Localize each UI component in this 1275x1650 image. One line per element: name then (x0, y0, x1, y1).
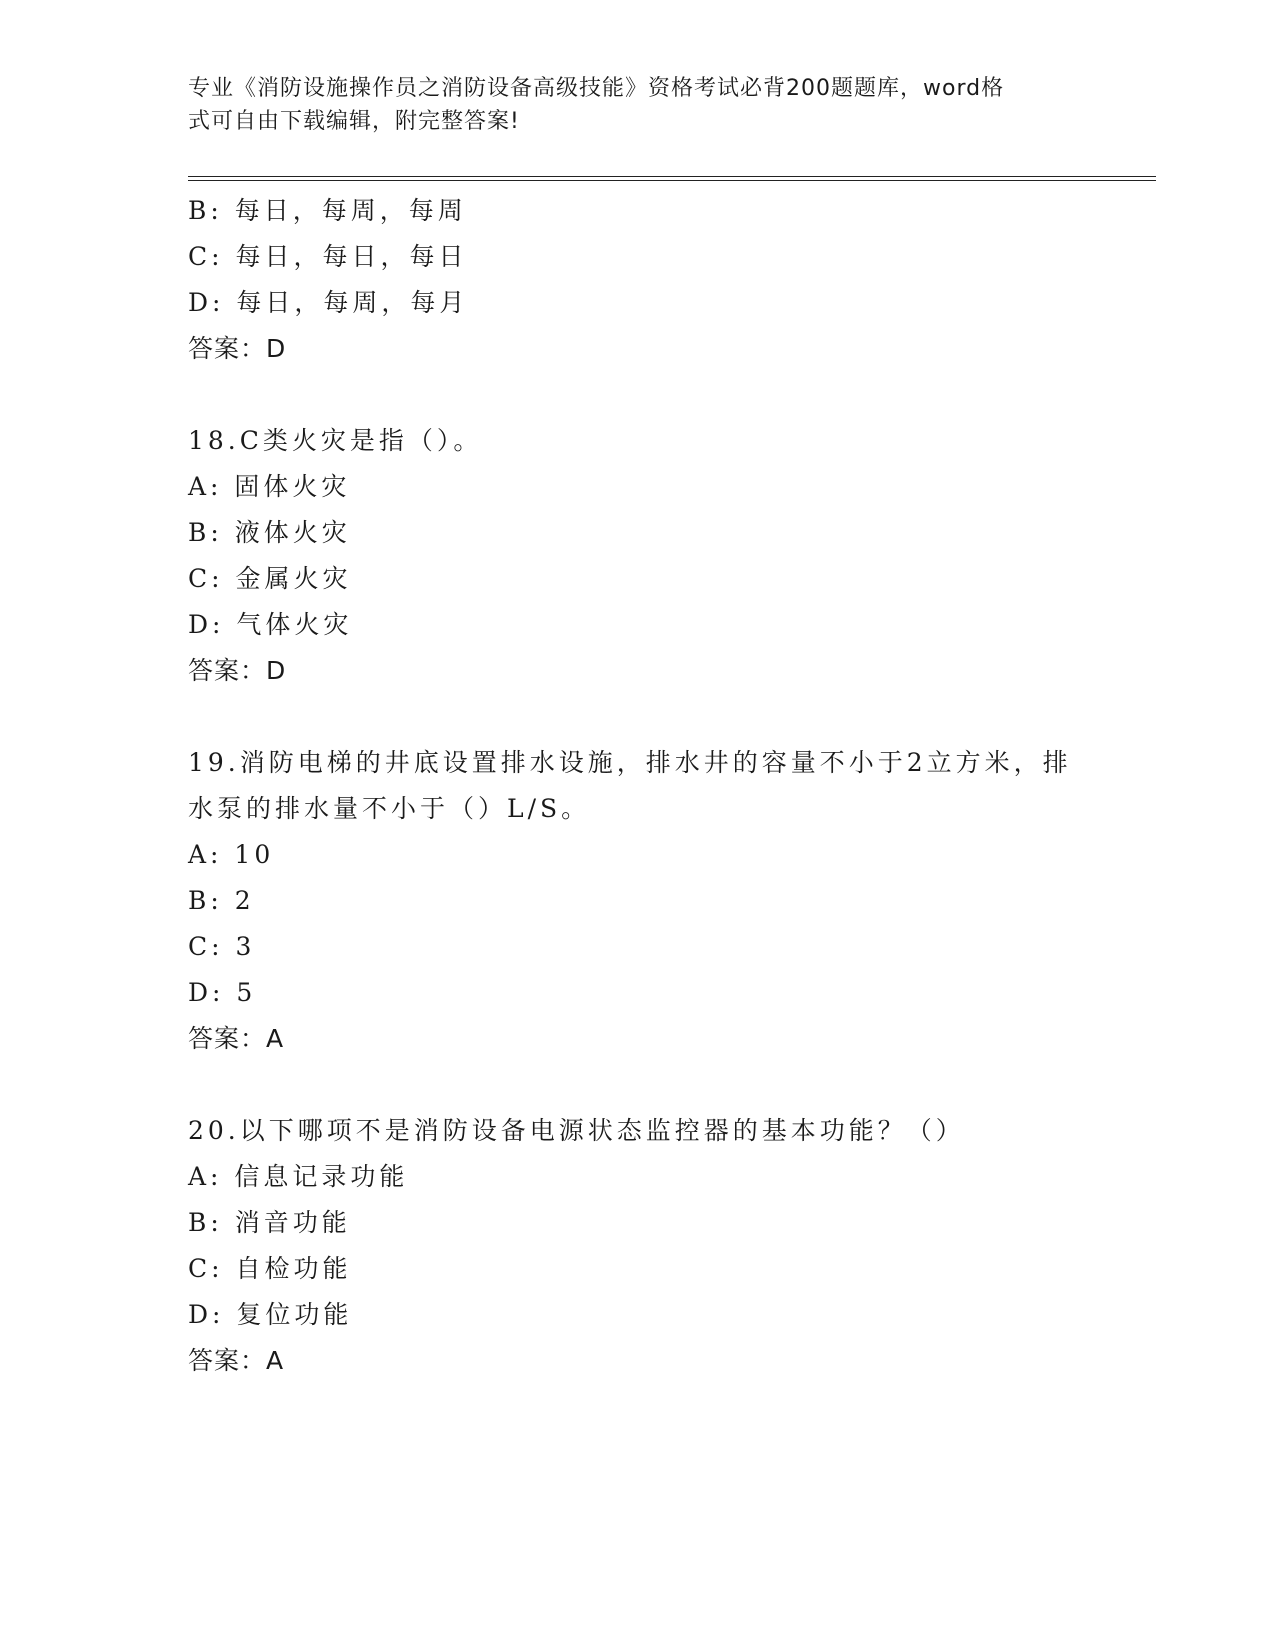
option-a: A: 10 (188, 840, 275, 869)
header-line-2: 式可自由下载编辑，附完整答案! (188, 109, 520, 134)
spacer (188, 1062, 1088, 1108)
option-c: C: 金属火灾 (188, 564, 352, 593)
option-a: A: 信息记录功能 (188, 1162, 409, 1191)
option-c: C: 每日，每日，每日 (188, 242, 468, 271)
question-stem-line-1: 19.消防电梯的井底设置排水设施，排水井的容量不小于2立方米，排 (188, 748, 1072, 777)
question-list (188, 188, 1088, 1384)
option-b: B: 液体火灾 (188, 518, 351, 547)
spacer (188, 694, 1088, 740)
header-line-1: 专业《消防设施操作员之消防设备高级技能》资格考试必背200题题库，word格 (188, 76, 1005, 101)
option-b: B: 每日，每周，每周 (188, 196, 467, 225)
question-20 (188, 1108, 1088, 1384)
question-19 (188, 740, 1088, 1062)
option-b: B: 消音功能 (188, 1208, 351, 1237)
option-d: D: 每日，每周，每月 (188, 288, 469, 317)
answer-line: 答案：A (188, 1346, 285, 1375)
question-stem-line-2: 水泵的排水量不小于（）L/S。 (188, 794, 591, 823)
header-divider (188, 176, 1156, 181)
option-d: D: 气体火灾 (188, 610, 353, 639)
option-d: D: 5 (188, 978, 257, 1007)
question-17-partial (188, 188, 1088, 372)
option-b: B: 2 (188, 886, 255, 915)
question-stem: 20.以下哪项不是消防设备电源状态监控器的基本功能？（） (188, 1116, 965, 1145)
option-a: A: 固体火灾 (188, 472, 351, 501)
spacer (188, 372, 1088, 418)
question-18 (188, 418, 1088, 694)
option-c: C: 自检功能 (188, 1254, 352, 1283)
option-c: C: 3 (188, 932, 256, 961)
document-header (188, 72, 1088, 138)
option-d: D: 复位功能 (188, 1300, 353, 1329)
question-stem: 18.C类火灾是指（）。 (188, 426, 483, 455)
answer-line: 答案：D (188, 334, 287, 363)
answer-line: 答案：D (188, 656, 287, 685)
answer-line: 答案：A (188, 1024, 285, 1053)
